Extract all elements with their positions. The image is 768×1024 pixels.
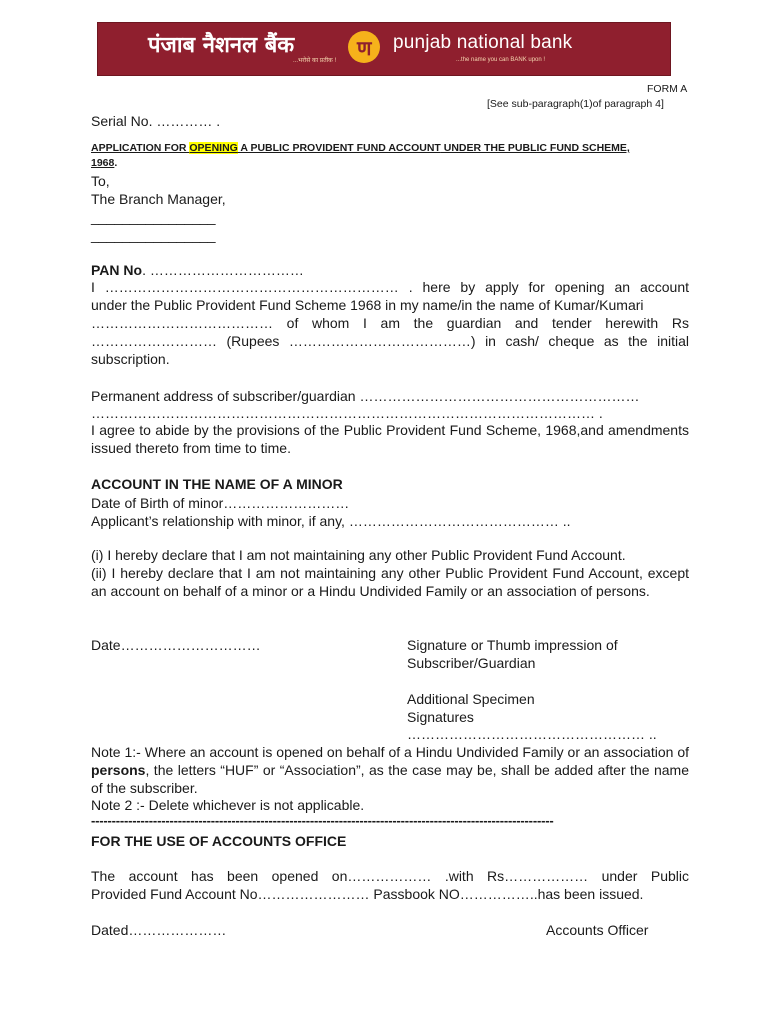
form-title-part3: UNDER THE PUBLIC FUND SCHEME, bbox=[440, 142, 630, 154]
signature-label-line-1: Signature or Thumb impression of bbox=[407, 637, 618, 653]
accounts-officer-label: Accounts Officer bbox=[546, 922, 649, 938]
accounts-office-heading: FOR THE USE OF ACCOUNTS OFFICE bbox=[91, 833, 347, 849]
form-title bbox=[91, 141, 630, 155]
bank-tagline-hindi: ...भरोसे का प्रतीक ! bbox=[293, 58, 337, 64]
form-title-line2 bbox=[91, 156, 117, 170]
declaration-2: (ii) I hereby declare that I am not maintaining any other Public Provident Fund Account, except an account on behalf of a minor or a Hindu Undivided Family or an association of persons. bbox=[91, 565, 689, 599]
minor-relationship: Applicant’s relationship with minor, if any, ……………………………………… .. bbox=[91, 513, 571, 529]
agreement-text: I agree to abide by the provisions of the Public Provident Fund Scheme, 1968,and amendments issued thereto from time to time. bbox=[91, 422, 689, 456]
permanent-address-label: Permanent address of subscriber/guardian …………………………………………………… bbox=[91, 388, 640, 404]
application-line-2: under the Public Provident Fund Scheme 1968 in my name/in the name of Kumar/Kumari bbox=[91, 297, 644, 313]
minor-heading: ACCOUNT IN THE NAME OF A MINOR bbox=[91, 476, 343, 492]
bank-name-english: punjab national bank bbox=[393, 32, 573, 53]
bank-name-hindi: पंजाब नैशनल बैंक bbox=[148, 33, 295, 58]
additional-signature-label-1: Additional Specimen bbox=[407, 691, 535, 707]
form-title-year: 1968 bbox=[91, 157, 115, 169]
address-blank-line-1: ________________ bbox=[91, 209, 216, 225]
pan-dots: . …………………………… bbox=[142, 262, 304, 278]
accounts-office-dated: Dated………………… bbox=[91, 922, 227, 938]
note-1-bold: persons bbox=[91, 762, 146, 778]
bank-tagline-english: ...the name you can BANK upon ! bbox=[456, 57, 546, 63]
application-line-1: I ……………………………………………………… . here by apply for opening an account bbox=[91, 279, 689, 295]
permanent-address-dots: ……………………………………………………………………………………………… . bbox=[91, 405, 603, 421]
address-blank-line-2: ________________ bbox=[91, 227, 216, 243]
accounts-office-line-2 bbox=[91, 885, 643, 903]
form-title-highlight: OPENING bbox=[189, 142, 238, 154]
address-recipient: The Branch Manager, bbox=[91, 191, 226, 207]
accounts-office-line-1: The account has been opened on……………… .with Rs……………… under Public bbox=[91, 868, 689, 884]
form-reference: [See sub-paragraph(1)of paragraph 4] bbox=[487, 98, 664, 110]
bank-header-banner bbox=[97, 22, 671, 76]
declaration-1: (i) I hereby declare that I am not maintaining any other Public Provident Fund Account. bbox=[91, 547, 626, 563]
pan-field bbox=[91, 261, 304, 279]
accounts-office-line-2-part-2: ..has been issued. bbox=[529, 886, 644, 902]
note-2: Note 2 :- Delete whichever is not applicable. bbox=[91, 797, 365, 813]
note-1-part-1: Note 1:- Where an account is opened on behalf of a Hindu Undivided Family or an association of bbox=[91, 744, 689, 760]
note-1-part-2: , the letters “HUF” or “Association”, as the case may be, shall be added after the name of the subscriber. bbox=[91, 762, 689, 796]
form-title-part2: A PUBLIC PROVIDENT FUND ACCOUNT bbox=[237, 142, 441, 154]
application-line-4: ……………………… (Rupees …………………………………) in cash/ cheque as the initial bbox=[91, 333, 689, 349]
form-title-period: . bbox=[114, 157, 118, 169]
additional-signature-dots: …………………………………………… .. bbox=[407, 726, 657, 742]
application-line-3: ………………………………… of whom I am the guardian and tender herewith Rs bbox=[91, 315, 689, 331]
address-to: To, bbox=[91, 173, 110, 189]
signature-label-line-2: Subscriber/Guardian bbox=[407, 655, 536, 671]
accounts-office-line-2-part-1: Provided Fund Account No…………………… Passbook NO…………… bbox=[91, 886, 530, 902]
form-label: FORM A bbox=[647, 83, 688, 95]
form-title-part1: APPLICATION FOR bbox=[91, 142, 190, 154]
section-divider: ---------------------------------------------------------------------------------------------------------------- bbox=[91, 813, 554, 828]
signature-date: Date………………………… bbox=[91, 637, 261, 653]
serial-number: Serial No. ………… . bbox=[91, 113, 221, 129]
application-line-5: subscription. bbox=[91, 351, 170, 367]
minor-dob: Date of Birth of minor……………………… bbox=[91, 495, 350, 511]
bank-logo-symbol: ण bbox=[357, 36, 372, 60]
pan-label: PAN No bbox=[91, 262, 143, 278]
note-1 bbox=[91, 743, 689, 797]
additional-signature-label-2: Signatures bbox=[407, 709, 474, 725]
bank-logo-icon bbox=[348, 31, 380, 63]
